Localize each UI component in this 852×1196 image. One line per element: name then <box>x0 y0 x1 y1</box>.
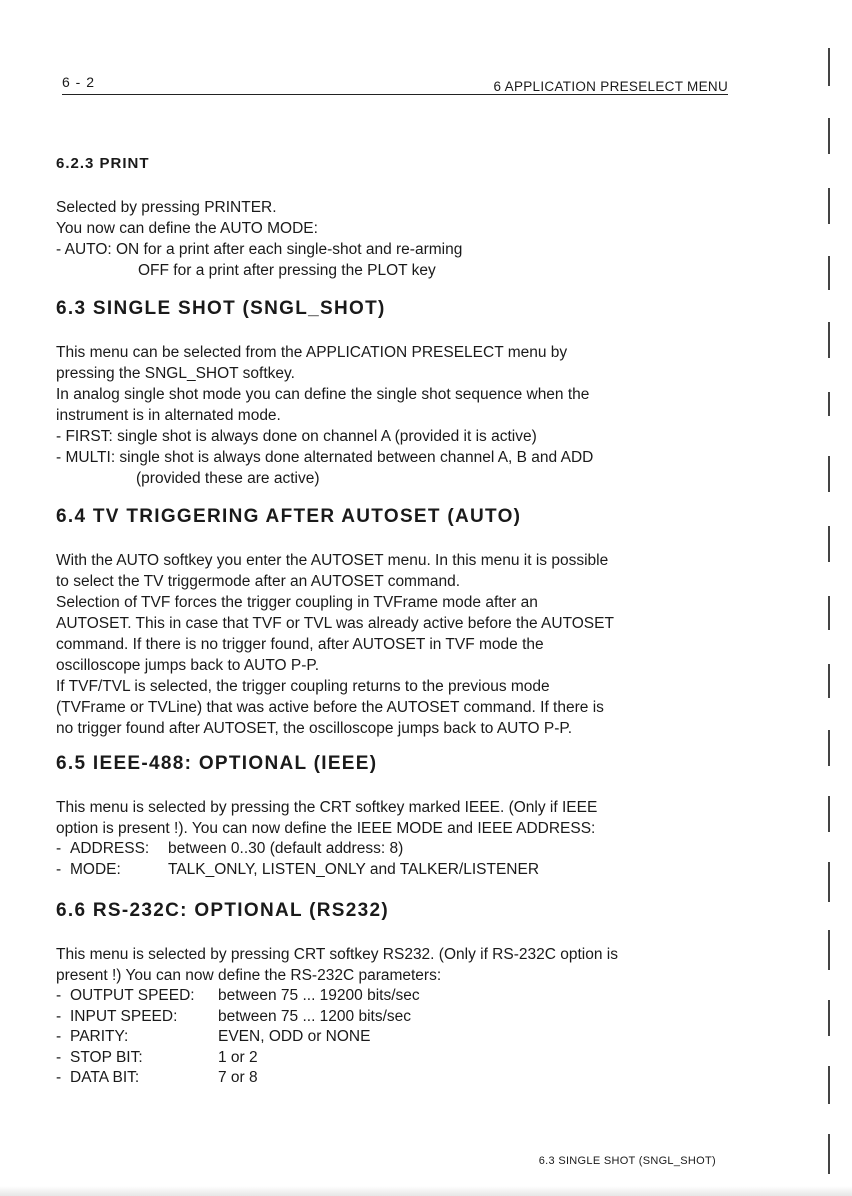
list-dash: - <box>56 1069 62 1086</box>
list-value: between 0..30 (default address: 8) <box>168 840 404 857</box>
section-body-6-2-3 <box>56 197 746 281</box>
section-heading-6-5: 6.5 IEEE-488: OPTIONAL (IEEE) <box>56 753 378 774</box>
list-value: 7 or 8 <box>218 1069 258 1086</box>
list-value: EVEN, ODD or NONE <box>218 1028 371 1045</box>
scan-edge-mark <box>828 256 830 290</box>
section-heading-6-2-3: 6.2.3 PRINT <box>56 155 150 172</box>
list-item <box>56 1027 746 1048</box>
list-key: ADDRESS: <box>70 840 150 857</box>
scan-edge-mark <box>828 526 830 562</box>
paragraph-line: AUTOSET. This in case that TVF or TVL was already active before the AUTOSET <box>56 615 614 632</box>
header-rule <box>62 94 728 95</box>
list-key: MODE: <box>70 860 121 878</box>
chapter-title: 6 APPLICATION PRESELECT MENU <box>493 79 728 94</box>
scan-edge-mark <box>828 1066 830 1104</box>
section-body-6-5 <box>56 797 746 880</box>
list-item <box>56 1007 746 1028</box>
scan-edge-mark <box>828 48 830 86</box>
scan-edge-mark <box>828 1134 830 1174</box>
scan-edge-mark <box>828 188 830 224</box>
section-body-6-3 <box>56 342 746 489</box>
scan-bottom-shadow <box>0 1186 852 1196</box>
paragraph-line: - MULTI: single shot is always done alternated between channel A, B and ADD <box>56 449 594 466</box>
paragraph-line: instrument is in alternated mode. <box>56 407 281 424</box>
paragraph-line: to select the TV triggermode after an AUTOSET command. <box>56 573 461 590</box>
scan-edge-mark <box>828 930 830 970</box>
paragraph-line: With the AUTO softkey you enter the AUTOSET menu. In this menu it is possible <box>56 552 609 569</box>
paragraph-line: Selected by pressing PRINTER. <box>56 199 277 216</box>
section-heading-6-6: 6.6 RS-232C: OPTIONAL (RS232) <box>56 900 389 921</box>
scan-edge-mark <box>828 596 830 630</box>
list-key: PARITY: <box>70 1028 129 1045</box>
scan-edge-mark <box>828 664 830 698</box>
scan-edge-mark <box>828 730 830 766</box>
paragraph-line-indented: OFF for a print after pressing the PLOT key <box>138 262 436 279</box>
paragraph-line: command. If there is no trigger found, after AUTOSET in TVF mode the <box>56 636 544 653</box>
paragraph-line: oscilloscope jumps back to AUTO P-P. <box>56 657 320 674</box>
paragraph-line: This menu can be selected from the APPLICATION PRESELECT menu by <box>56 344 568 361</box>
paragraph-line: no trigger found after AUTOSET, the oscilloscope jumps back to AUTO P-P. <box>56 720 573 737</box>
paragraph-line: present !) You can now define the RS-232C parameters: <box>56 967 442 984</box>
list-key: OUTPUT SPEED: <box>70 987 195 1004</box>
scan-edge-mark <box>828 322 830 358</box>
paragraph-line: (TVFrame or TVLine) that was active before the AUTOSET command. If there is <box>56 699 604 716</box>
paragraph-line: This menu is selected by pressing the CRT softkey marked IEEE. (Only if IEEE <box>56 799 598 816</box>
list-item <box>56 839 746 860</box>
paragraph-line: Selection of TVF forces the trigger coupling in TVFrame mode after an <box>56 594 538 611</box>
list-dash: - <box>56 987 62 1004</box>
scan-edge-mark <box>828 796 830 832</box>
scan-edge-mark <box>828 456 830 492</box>
list-value: between 75 ... 19200 bits/sec <box>218 987 420 1004</box>
paragraph-line-indented: (provided these are active) <box>136 470 320 487</box>
list-dash: - <box>56 1048 62 1066</box>
page-number: 6 - 2 <box>62 74 96 90</box>
list-dash: - <box>56 860 62 878</box>
list-key: DATA BIT: <box>70 1069 140 1086</box>
section-body-6-6 <box>56 944 746 1089</box>
paragraph-line: You now can define the AUTO MODE: <box>56 220 318 237</box>
list-dash: - <box>56 1007 62 1025</box>
list-dash: - <box>56 840 62 857</box>
paragraph-line: pressing the SNGL_SHOT softkey. <box>56 365 295 382</box>
paragraph-line: option is present !). You can now define the IEEE MODE and IEEE ADDRESS: <box>56 820 596 837</box>
list-dash: - <box>56 1028 62 1045</box>
list-item <box>56 986 746 1007</box>
paragraph-line: - FIRST: single shot is always done on channel A (provided it is active) <box>56 428 537 445</box>
scan-edge-mark <box>828 392 830 416</box>
paragraph-line: - AUTO: ON for a print after each single-shot and re-arming <box>56 241 463 258</box>
list-item <box>56 1068 746 1089</box>
running-footer: 6.3 SINGLE SHOT (SNGL_SHOT) <box>538 1155 716 1167</box>
list-value: between 75 ... 1200 bits/sec <box>218 1007 412 1025</box>
section-heading-6-3: 6.3 SINGLE SHOT (SNGL_SHOT) <box>56 298 386 319</box>
list-key: INPUT SPEED: <box>70 1007 178 1025</box>
section-heading-6-4: 6.4 TV TRIGGERING AFTER AUTOSET (AUTO) <box>56 506 522 527</box>
scan-edge-mark <box>828 1000 830 1036</box>
paragraph-line: If TVF/TVL is selected, the trigger coupling returns to the previous mode <box>56 678 550 695</box>
list-key: STOP BIT: <box>70 1048 143 1066</box>
paragraph-line: In analog single shot mode you can define the single shot sequence when the <box>56 386 590 403</box>
paragraph-line: This menu is selected by pressing CRT softkey RS232. (Only if RS-232C option is <box>56 946 618 963</box>
list-value: TALK_ONLY, LISTEN_ONLY and TALKER/LISTENER <box>168 860 540 878</box>
scan-edge-mark <box>828 862 830 902</box>
section-body-6-4 <box>56 550 746 739</box>
scan-edge-mark <box>828 118 830 154</box>
list-value: 1 or 2 <box>218 1048 258 1066</box>
list-item <box>56 860 746 881</box>
list-item <box>56 1048 746 1069</box>
